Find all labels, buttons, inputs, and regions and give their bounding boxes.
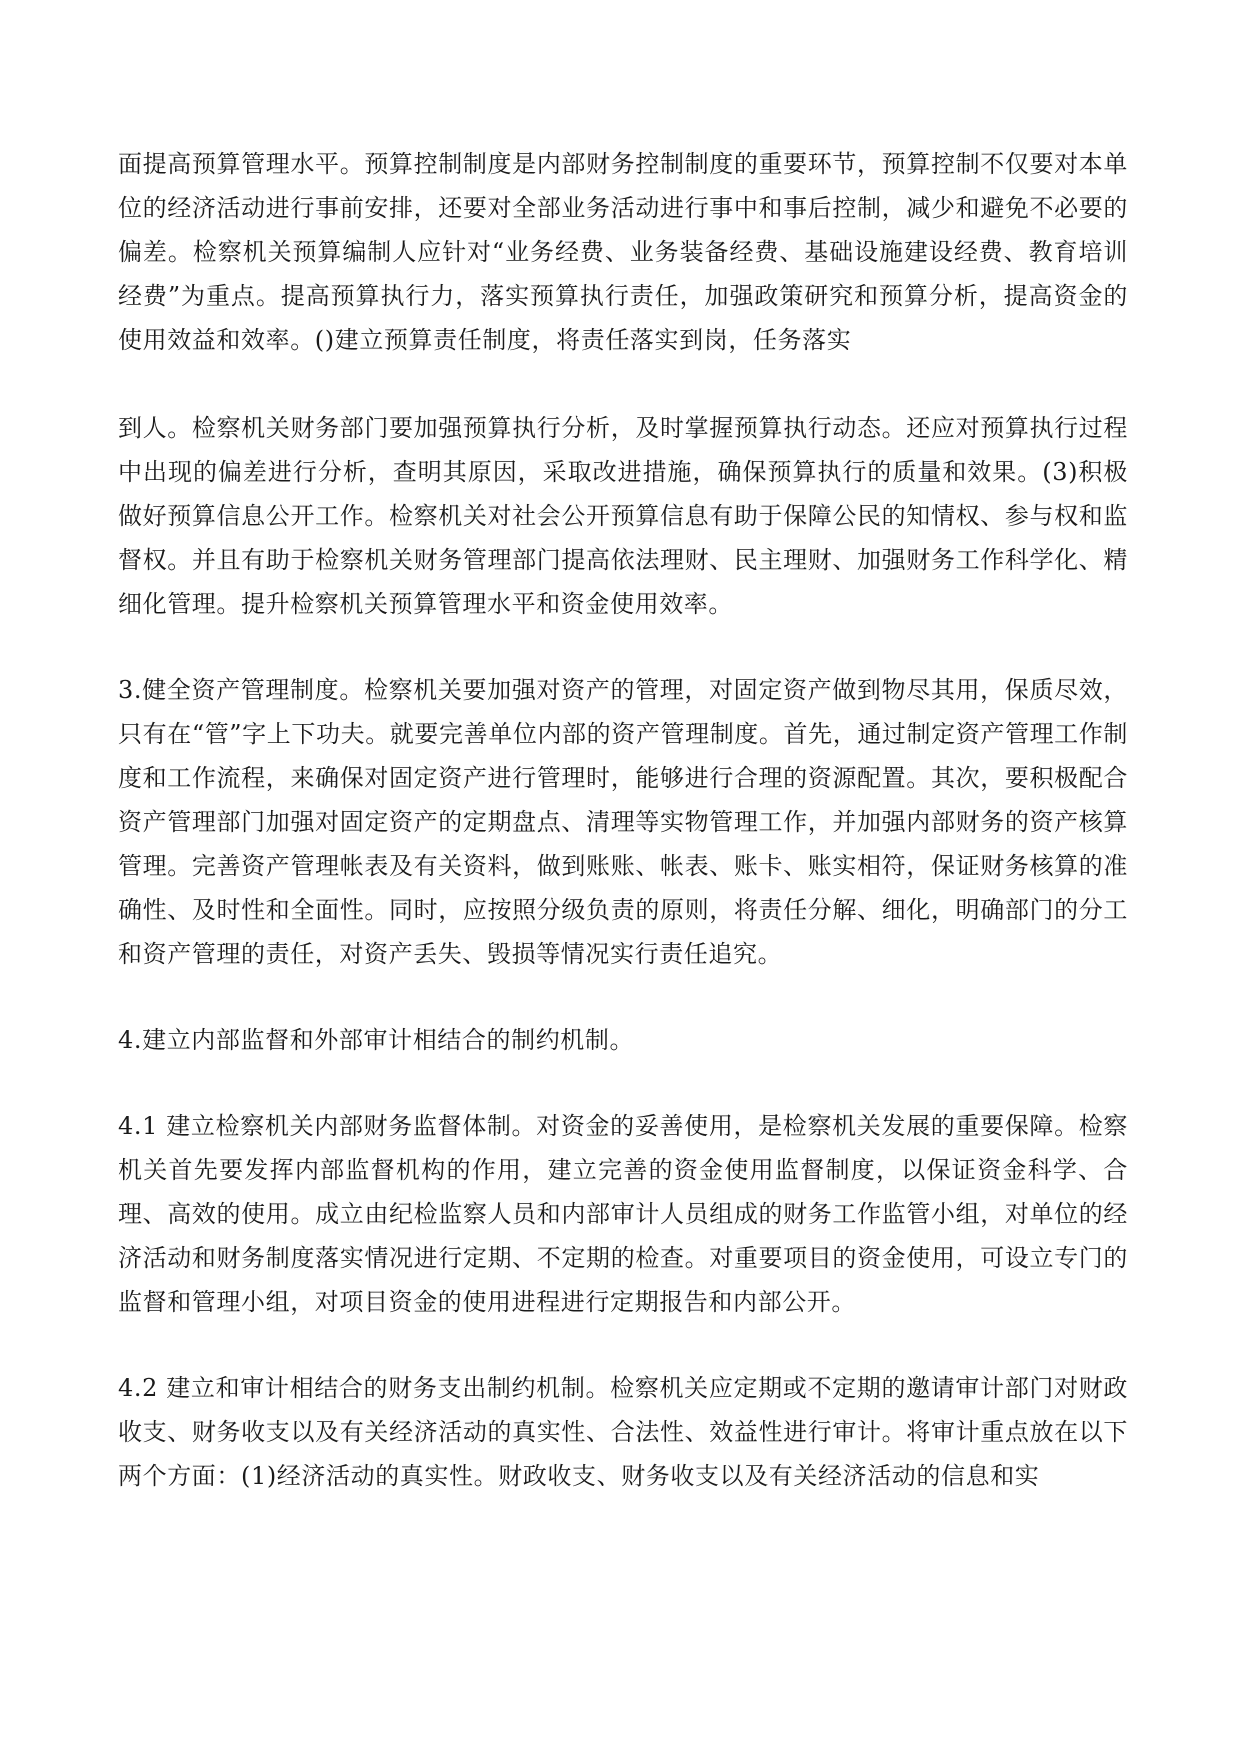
paragraph-budget-execution: 到人。检察机关财务部门要加强预算执行分析，及时掌握预算执行动态。还应对预算执行过程中出现的偏差进行分析，查明其原因，采取改进措施，确保预算执行的质量和效果。(3)积极做好预算信息公开工作。检察机关对社会公开预算信息有助于保障公民的知情权、参与权和监督权。并且有助于检察机关财务管理部门提高依法理财、民主理财、加强财务工作科学化、精细化管理。提升检察机关预算管理水平和资金使用效率。 [118, 414, 1128, 618]
paragraph-asset-management: 3.健全资产管理制度。检察机关要加强对资产的管理，对固定资产做到物尽其用，保质尽效，只有在“管”字上下功夫。就要完善单位内部的资产管理制度。首先，通过制定资产管理工作制度和工作流程，来确保对固定资产进行管理时，能够进行合理的资源配置。其次，要积极配合资产管理部门加强对固定资产的定期盘点、清理等实物管理工作，并加强内部财务的资产核算管理。完善资产管理帐表及有关资料，做到账账、帐表、账卡、账实相符，保证财务核算的准确性、及时性和全面性。同时，应按照分级负责的原则，将责任分解、细化，明确部门的分工和资产管理的责任，对资产丢失、毁损等情况实行责任追究。 [118, 676, 1128, 968]
paragraph-budget-control: 面提高预算管理水平。预算控制制度是内部财务控制制度的重要环节，预算控制不仅要对本单位的经济活动进行事前安排，还要对全部业务活动进行事中和事后控制，减少和避免不必要的偏差。检察机关预算编制人应针对“业务经费、业务装备经费、基础设施建设经费、教育培训经费”为重点。提高预算执行力，落实预算执行责任，加强政策研究和预算分析，提高资金的使用效益和效率。()建立预算责任制度，将责任落实到岗，任务落实 [118, 150, 1128, 354]
paragraph-audit-mechanism: 4.2 建立和审计相结合的财务支出制约机制。检察机关应定期或不定期的邀请审计部门对财政收支、财务收支以及有关经济活动的真实性、合法性、效益性进行审计。将审计重点放在以下两个方面：(1)经济活动的真实性。财政收支、财务收支以及有关经济活动的信息和实 [118, 1374, 1128, 1490]
paragraph-supervision-heading: 4.建立内部监督和外部审计相结合的制约机制。 [118, 1026, 635, 1054]
document-body [118, 142, 1128, 1498]
paragraph-internal-supervision: 4.1 建立检察机关内部财务监督体制。对资金的妥善使用，是检察机关发展的重要保障。检察机关首先要发挥内部监督机构的作用，建立完善的资金使用监督制度，以保证资金科学、合理、高效的使用。成立由纪检监察人员和内部审计人员组成的财务工作监管小组，对单位的经济活动和财务制度落实情况进行定期、不定期的检查。对重要项目的资金使用，可设立专门的监督和管理小组，对项目资金的使用进程进行定期报告和内部公开。 [118, 1112, 1128, 1316]
